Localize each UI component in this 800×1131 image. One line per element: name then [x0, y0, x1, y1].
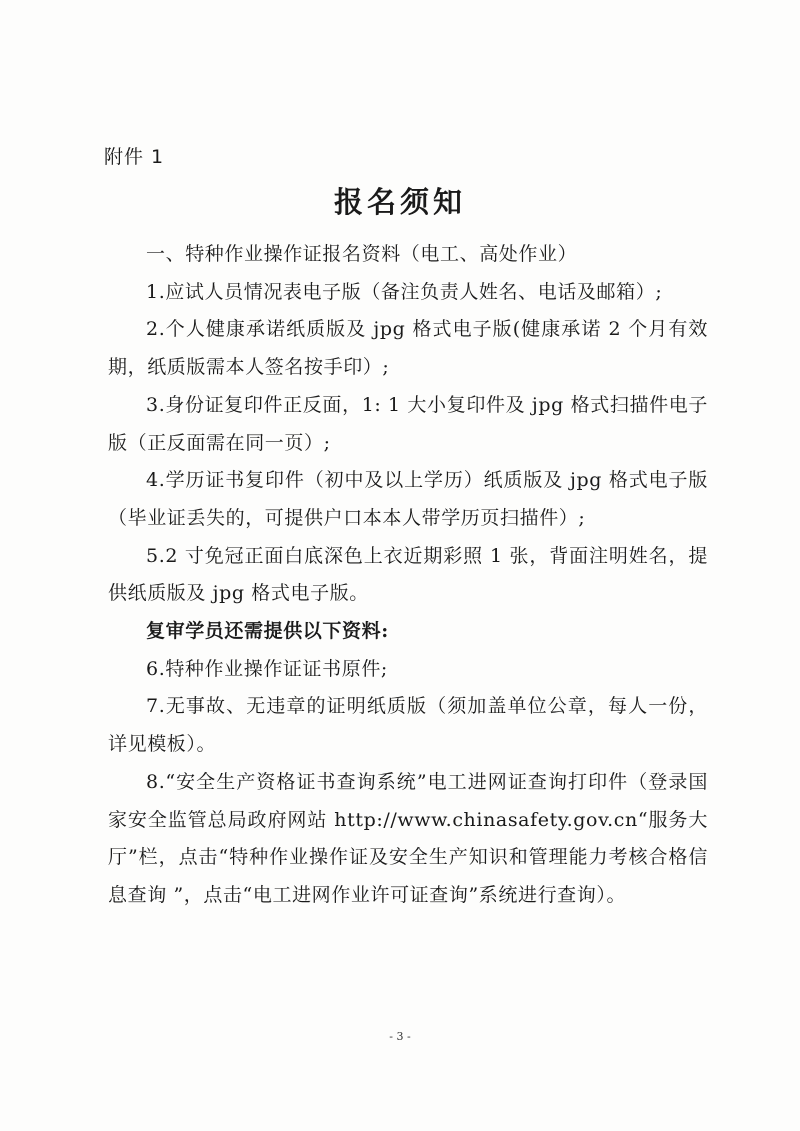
section-heading: 一、特种作业操作证报名资料（电工、高处作业）: [146, 243, 578, 265]
requirement-item-3: 3.身份证复印件正反面，1: 1 大小复印件及 jpg 格式扫描件电子版（正反面需在同一页）;: [108, 393, 708, 454]
requirement-item-4: 4.学历证书复印件（初中及以上学历）纸质版及 jpg 格式电子版（毕业证丢失的，可提供户口本本人带学历页扫描件）;: [108, 469, 708, 529]
requirement-item-6: 6.特种作业操作证证书原件;: [146, 657, 388, 680]
attachment-label: 附件 1: [104, 146, 165, 168]
requirement-item-1: 1.应试人员情况表电子版（备注负责人姓名、电话及邮箱）;: [146, 280, 663, 303]
requirement-item-5: 5.2 寸免冠正面白底深色上衣近期彩照 1 张，背面注明姓名，提供纸质版及 jpg 格式电子版。: [108, 544, 708, 605]
document-body: [108, 236, 708, 915]
document-title: 报名须知: [333, 185, 466, 219]
requirement-item-7: 7.无事故、无违章的证明纸质版（须加盖单位公章，每人一份，详见模板）。: [108, 695, 708, 756]
page-number: - 3 -: [389, 1030, 411, 1043]
requirement-item-2: 2.个人健康承诺纸质版及 jpg 格式电子版(健康承诺 2 个月有效期，纸质版需本人签名按手印）;: [108, 318, 708, 379]
requirement-item-8: 8.“安全生产资格证书查询系统”电工进网证查询打印件（登录国家安全监管总局政府网站 http://www.chinasafety.gov.cn“服务大厅”栏，点击“特种作业操作证及安全生产知识和管理能力考核合格信息查询 ”，点击“电工进网作业许可证查询”系统进行查询）。: [108, 770, 708, 906]
renewal-sub-heading: 复审学员还需提供以下资料:: [146, 620, 389, 643]
